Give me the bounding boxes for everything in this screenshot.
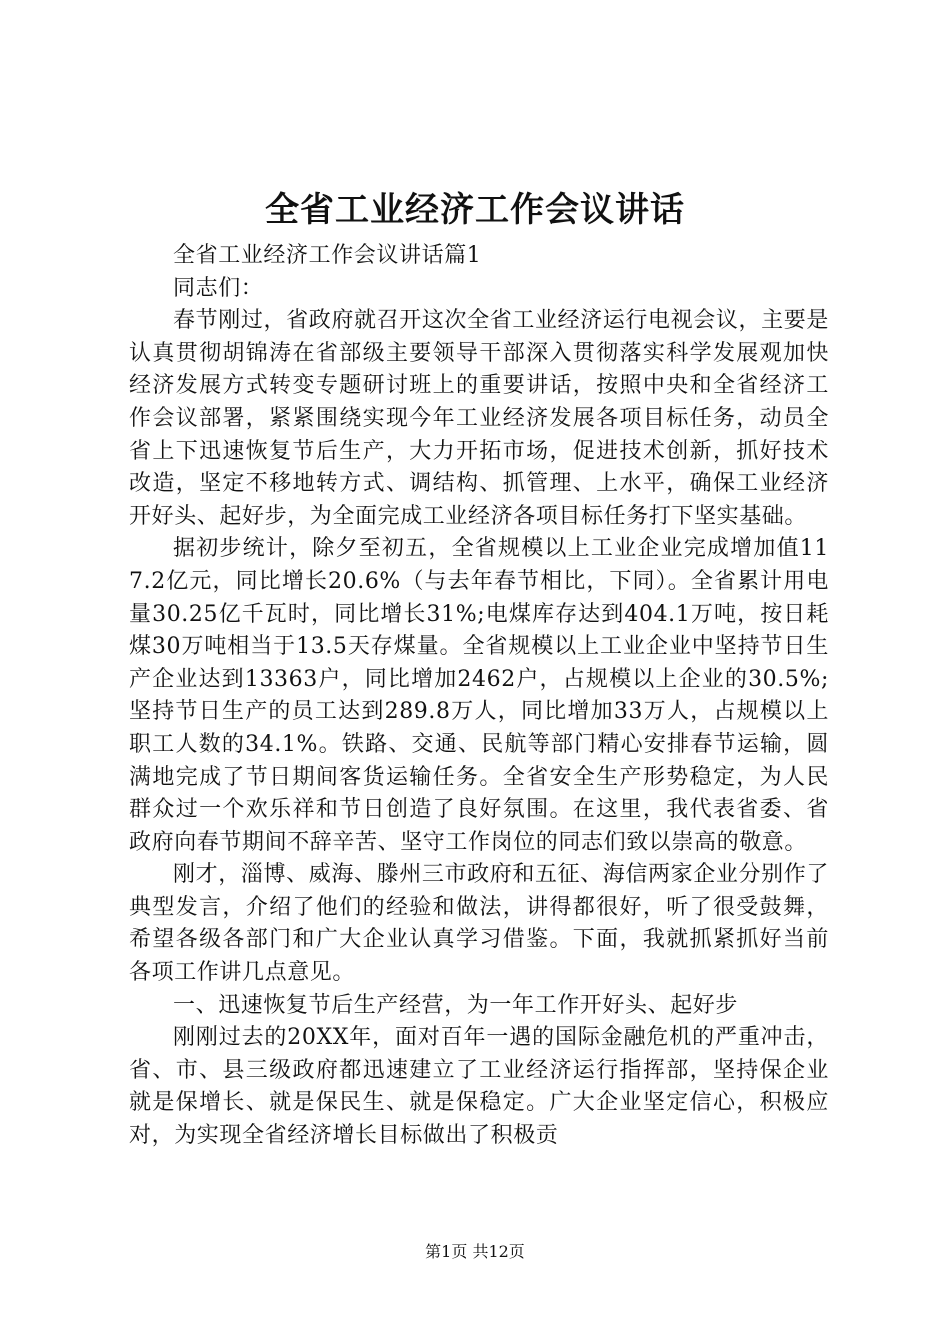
body-paragraph: 刚刚过去的20XX年，面对百年一遇的国际金融危机的严重冲击，省、市、县三级政府都迅速建立了工业经济运行指挥部，坚持保企业就是保增长、就是保民生、就是保稳定。广大企业坚定信心，积极应对，为实现全省经济增长目标做出了积极贡: [129, 1025, 829, 1149]
body-paragraph: 据初步统计，除夕至初五，全省规模以上工业企业完成增加值117.2亿元，同比增长20.6%（与去年春节相比，下同）。全省累计用电量30.25亿千瓦时，同比增长31%;电煤库存达到404.1万吨，按日耗煤30万吨相当于13.5天存煤量。全省规模以上工业企业中坚持节日生产企业达到13363户，同比增加2462户，占规模以上企业的30.5%;坚持节日生产的员工达到289.8万人，同比增加33万人，占规模以上职工人数的34.1%。铁路、交通、民航等部门精心安排春节运输，圆满地完成了节日期间客货运输任务。全省安全生产形势稳定，为人民群众过一个欢乐祥和节日创造了良好氛围。在这里，我代表省委、省政府向春节期间不辞辛苦、坚守工作岗位的同志们致以崇高的敬意。: [129, 536, 829, 855]
document-title: 全省工业经济工作会议讲话: [265, 190, 685, 230]
body-paragraph: 刚才，淄博、威海、滕州三市政府和五征、海信两家企业分别作了典型发言，介绍了他们的经验和做法，讲得都很好，听了很受鼓舞，希望各级各部门和广大企业认真学习借鉴。下面，我就抓紧抓好当前各项工作讲几点意见。: [129, 862, 829, 986]
page-footer: 第1页 共12页: [425, 1242, 525, 1261]
section-heading-paragraph: 全省工业经济工作会议讲话篇1: [173, 243, 482, 268]
salutation-paragraph: 同志们：: [173, 275, 264, 301]
subheading-paragraph: 一、迅速恢复节后生产经营，为一年工作开好头、起好步: [173, 992, 739, 1018]
body-paragraph: 春节刚过，省政府就召开这次全省工业经济运行电视会议，主要是认真贯彻胡锦涛在省部级主要领导干部深入贯彻落实科学发展观加快经济发展方式转变专题研讨班上的重要讲话，按照中央和全省经济工作会议部署，紧紧围绕实现今年工业经济发展各项目标任务，动员全省上下迅速恢复节后生产，大力开拓市场，促进技术创新，抓好技术改造，坚定不移地转方式、调结构、抓管理、上水平，确保工业经济开好头、起好步，为全面完成工业经济各项目标任务打下坚实基础。: [129, 308, 829, 529]
document-body: [129, 240, 829, 1153]
